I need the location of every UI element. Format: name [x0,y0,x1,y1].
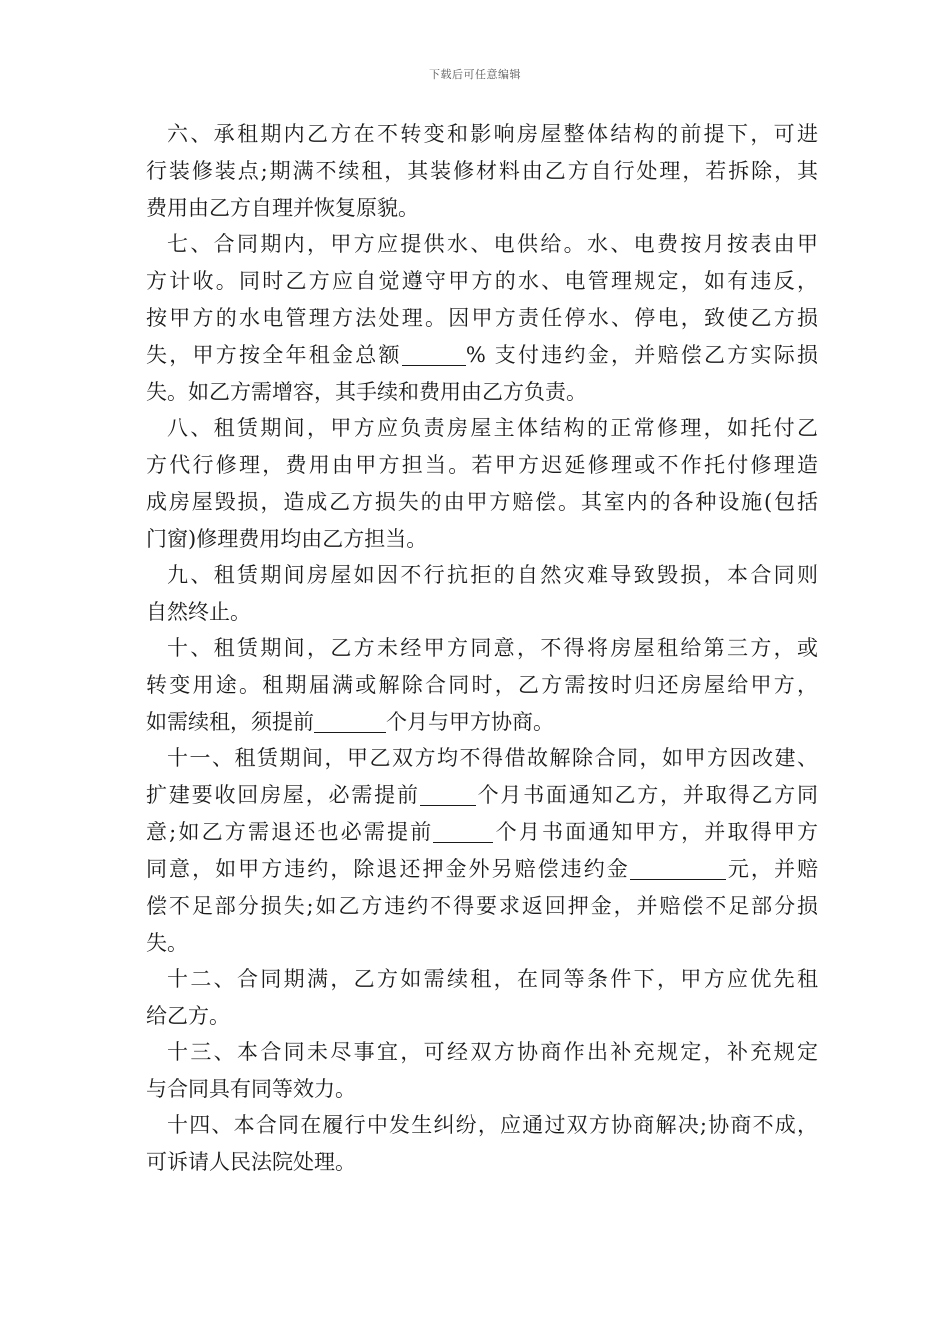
clause-line: 自然终止。 [146,600,251,624]
clause-line: 与合同具有同等效力。 [146,1077,356,1101]
clause-line: 偿不足部分损失;如乙方违约不得要求返回押金，并赔偿不足部分损 [146,894,818,918]
fill-blank-renewal-months [314,710,386,733]
clause-line [146,851,818,888]
clause-line: 给乙方。 [146,1004,230,1028]
clause-line: 方计收。同时乙方应自觉遵守甲方的水、电管理规定，如有违反， [146,269,818,293]
clause-line: 成房屋毁损，造成乙方损失的由甲方赔偿。其室内的各种设施(包括 [146,490,818,514]
clause-7 [146,226,818,411]
clause-line: 转变用途。租期届满或解除合同时，乙方需按时归还房屋给甲方， [146,673,818,697]
clause-line [146,777,818,814]
clause-text: 个月书面通知甲方，并取得甲方 [493,820,819,844]
clause-10 [146,630,818,741]
clause-text: 元，并赔 [725,857,819,881]
clause-14 [146,1107,818,1181]
clause-line: 可诉请人民法院处理。 [146,1150,356,1174]
clause-line: 七、合同期内，甲方应提供水、电供给。水、电费按月按表由甲 [167,232,818,256]
clause-line: 费用由乙方自理并恢复原貌。 [146,196,419,220]
clause-text: 失，甲方按全年租金总额 [146,343,402,367]
clause-line: 十、租赁期间，乙方未经甲方同意，不得将房屋租给第三方，或 [167,636,818,660]
clause-line: 六、承租期内乙方在不转变和影响房屋整体结构的前提下，可进 [167,122,818,146]
clause-line: 十三、本合同未尽事宜，可经双方协商作出补充规定，补充规定 [167,1040,818,1064]
clause-text: 扩建要收回房屋，必需提前 [146,783,420,807]
clause-line [146,814,818,851]
clause-line [146,704,818,741]
clause-line [146,337,818,374]
clause-13 [146,1034,818,1108]
fill-blank-landlord-notice-months [420,783,476,806]
clause-line: 九、租赁期间房屋如因不行抗拒的自然灾难导致毁损，本合同则 [167,563,818,587]
clause-text: 个月与甲方协商。 [386,710,554,734]
clause-8 [146,410,818,558]
clause-text: 如需续租，须提前 [146,710,314,734]
clause-line: 十四、本合同在履行中发生纠纷，应通过双方协商解决;协商不成， [167,1113,818,1137]
clause-text: % 支付违约金，并赔偿乙方实际损 [465,343,819,367]
clause-9 [146,557,818,631]
clause-text: 个月书面通知乙方，并取得乙方同 [475,783,819,807]
clause-line: 十一、租赁期间，甲乙双方均不得借故解除合同，如甲方因改建、 [167,746,818,770]
clause-line: 行装修装点;期满不续租，其装修材料由乙方自行处理，若拆除，其 [146,159,818,183]
clause-text: 意;如乙方需退还也必需提前 [146,820,434,844]
clause-12 [146,961,818,1035]
clause-line: 方代行修理，费用由甲方担当。若甲方迟延修理或不作托付修理造 [146,453,818,477]
page-header: 下载后可任意编辑 [429,68,521,81]
clause-line: 失。如乙方需增容，其手续和费用由乙方负责。 [146,380,587,404]
fill-blank-tenant-notice-months [433,820,493,843]
clause-line: 门窗)修理费用均由乙方担当。 [146,527,428,551]
document-body [146,116,818,1180]
clause-line: 八、租赁期间，甲方应负责房屋主体结构的正常修理，如托付乙 [167,416,818,440]
clause-text: 同意，如甲方违约，除退还押金外另赔偿违约金 [146,857,630,881]
clause-6 [146,116,818,227]
fill-blank-penalty-amount [630,857,726,880]
clause-line: 失。 [146,931,188,955]
clause-line: 按甲方的水电管理方法处理。因甲方责任停水、停电，致使乙方损 [146,306,818,330]
clause-line: 十二、合同期满，乙方如需续租，在同等条件下，甲方应优先租 [167,967,818,991]
fill-blank-penalty-percent [402,343,466,366]
clause-11 [146,740,818,962]
